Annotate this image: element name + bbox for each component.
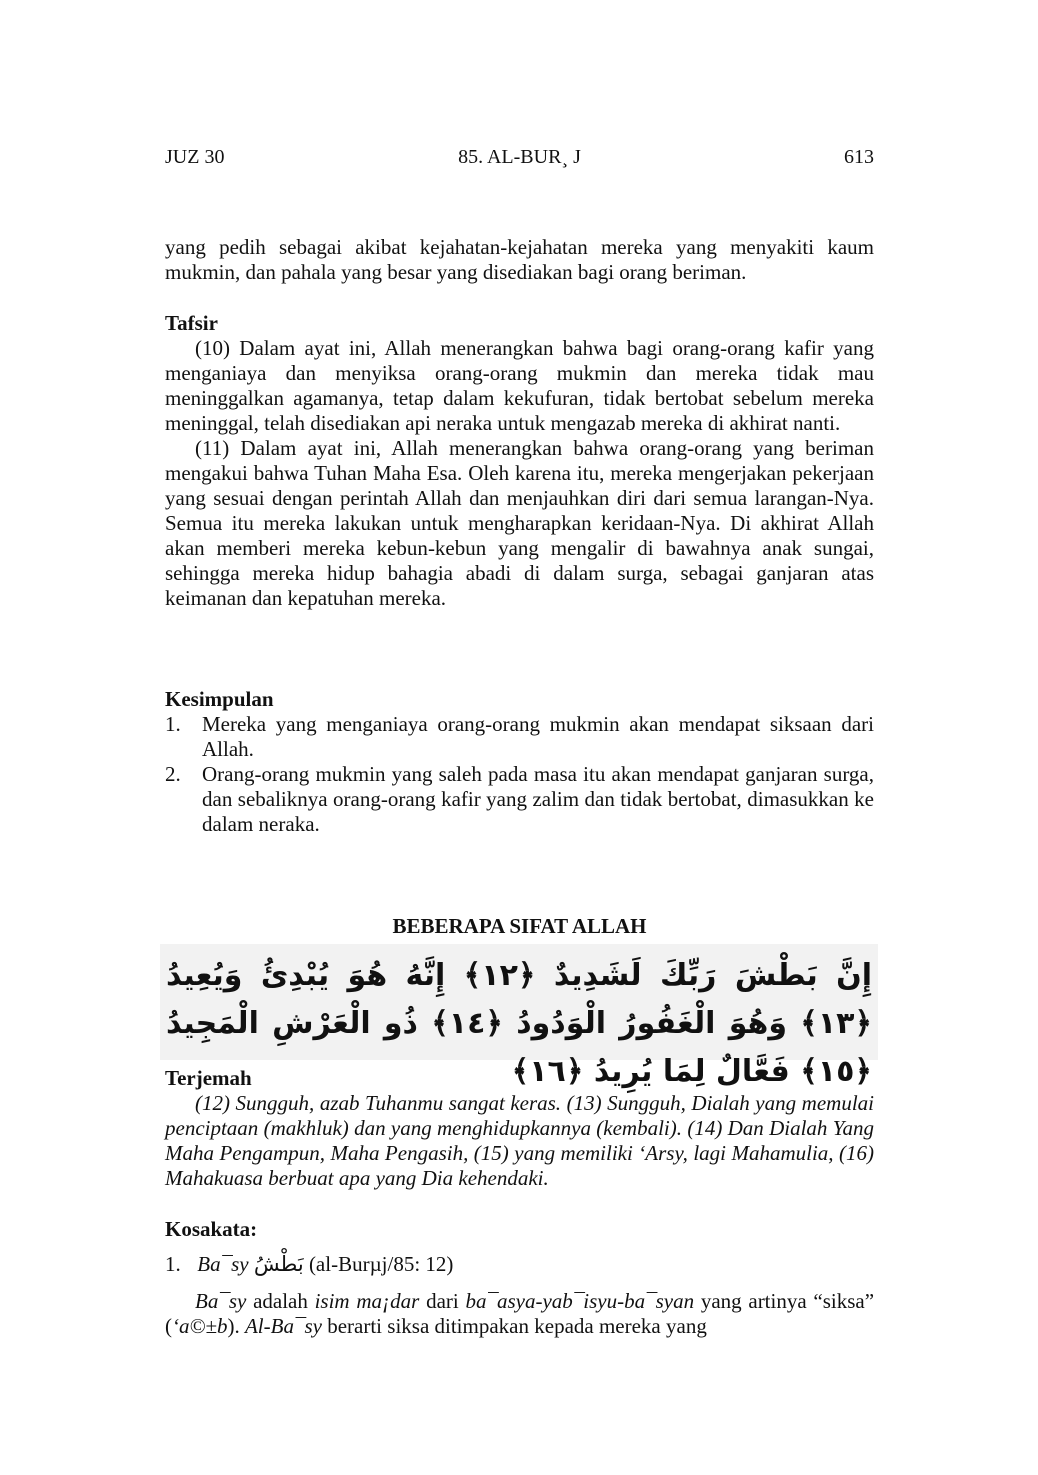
- kosakata-entry-number: 1.: [165, 1252, 181, 1276]
- def-text: dari: [426, 1289, 459, 1313]
- def-text: yang artinya “siksa” (: [165, 1289, 875, 1338]
- juz-label: JUZ 30: [165, 146, 225, 168]
- list-item-text: Mereka yang menganiaya orang-orang mukmin akan mendapat siksaan dari Allah.: [202, 712, 874, 761]
- tafsir-heading: Tafsir: [165, 311, 218, 335]
- kosakata-definition: [165, 1289, 874, 1339]
- arabic-verses: إِنَّ بَطْشَ رَبِّكَ لَشَدِيدٌ ﴿١٢﴾ إِنَّهُ هُوَ يُبْدِئُ وَيُعِيدُ ﴿١٣﴾ وَهُوَ الْغَفُورُ الْوَدُودُ ﴿١٤﴾ ذُو الْعَرْشِ الْمَجِيدُ ﴿١٥﴾ فَعَّالٌ لِمَا يُرِيدُ ﴿١٦﴾: [166, 958, 873, 1089]
- def-text: adalah: [253, 1289, 308, 1313]
- page-header: [165, 146, 874, 172]
- tafsir-paragraph-10: (10) Dalam ayat ini, Allah menerangkan bahwa bagi orang-orang kafir yang menganiaya dan menyiksa orang-orang mukmin dan mereka tidak mau meninggalkan agamanya, tetap dalam kekufuran, tidak bertobat sebelum mereka meninggal, telah disediakan api neraka untuk mengazab mereka di akhirat nanti.: [165, 336, 874, 435]
- section-title: BEBERAPA SIFAT ALLAH: [392, 914, 647, 938]
- def-isim: isim ma¡dar: [314, 1289, 420, 1313]
- list-item-text: Orang-orang mukmin yang saleh pada masa itu akan mendapat ganjaran surga, dan sebaliknya orang-orang kafir yang zalim dan tidak bertobat, dimasukkan ke dalam neraka.: [202, 762, 874, 836]
- intro-paragraph: yang pedih sebagai akibat kejahatan-kejahatan mereka yang menyakiti kaum mukmin, dan pahala yang besar yang disediakan bagi orang beriman.: [165, 235, 874, 284]
- kosakata-entry-ref: (al-Burµj/85: 12): [308, 1252, 454, 1276]
- surah-title: 85. AL-BUR¸ J: [458, 146, 581, 168]
- def-verb: ba¯asya-yab¯isyu-ba¯syan: [465, 1289, 695, 1313]
- kosakata-heading: Kosakata:: [165, 1217, 258, 1241]
- tafsir-section: [165, 311, 874, 611]
- list-item: [165, 712, 874, 762]
- kosakata-section: [165, 1217, 874, 1339]
- terjemah-text: (12) Sungguh, azab Tuhanmu sangat keras. (13) Sungguh, Dialah yang memulai penciptaan (makhluk) dan yang menghidupkannya (kembali). (14) Dan Dialah Yang Maha Pengampun, Maha Pengasih, (15) yang memiliki ‘Arsy, lagi Mahamulia, (16) Mahakuasa berbuat apa yang Dia kehendaki.: [165, 1091, 874, 1190]
- def-arab-translit: ‘a©±b: [172, 1314, 228, 1338]
- def-text: ).: [227, 1314, 240, 1338]
- list-item-number: 1.: [165, 712, 181, 736]
- kesimpulan-list: [165, 712, 874, 837]
- kosakata-entry-term: Ba¯sy: [197, 1252, 249, 1276]
- def-term: Ba¯sy: [195, 1289, 247, 1313]
- terjemah-section: [165, 1066, 874, 1191]
- list-item-number: 2.: [165, 762, 181, 786]
- terjemah-heading: Terjemah: [165, 1066, 252, 1090]
- kesimpulan-section: [165, 687, 874, 837]
- kosakata-entry: [165, 1252, 874, 1277]
- def-text: berarti siksa ditimpakan kepada mereka yang: [327, 1314, 707, 1338]
- kesimpulan-heading: Kesimpulan: [165, 687, 274, 711]
- list-item: [165, 762, 874, 837]
- kosakata-entry-arabic: بَطْشُ: [253, 1252, 304, 1276]
- page-number: 613: [844, 146, 874, 168]
- tafsir-paragraph-11: (11) Dalam ayat ini, Allah menerangkan bahwa orang-orang yang beriman mengakui bahwa Tuhan Maha Esa. Oleh karena itu, mereka mengerjakan pekerjaan yang sesuai dengan perintah Allah dan menjauhkan diri dari semua larangan-Nya. Semua itu mereka lakukan untuk mengharapkan keridaan-Nya. Di akhirat Allah akan memberi mereka kebun-kebun yang mengalir di bawahnya anak sungai, sehingga mereka hidup bahagia abadi di dalam surga, sebagai ganjaran atas keimanan dan kepatuhan mereka.: [165, 436, 874, 610]
- intro-paragraph-block: [165, 235, 874, 285]
- def-term-2: Al-Ba¯sy: [244, 1314, 322, 1338]
